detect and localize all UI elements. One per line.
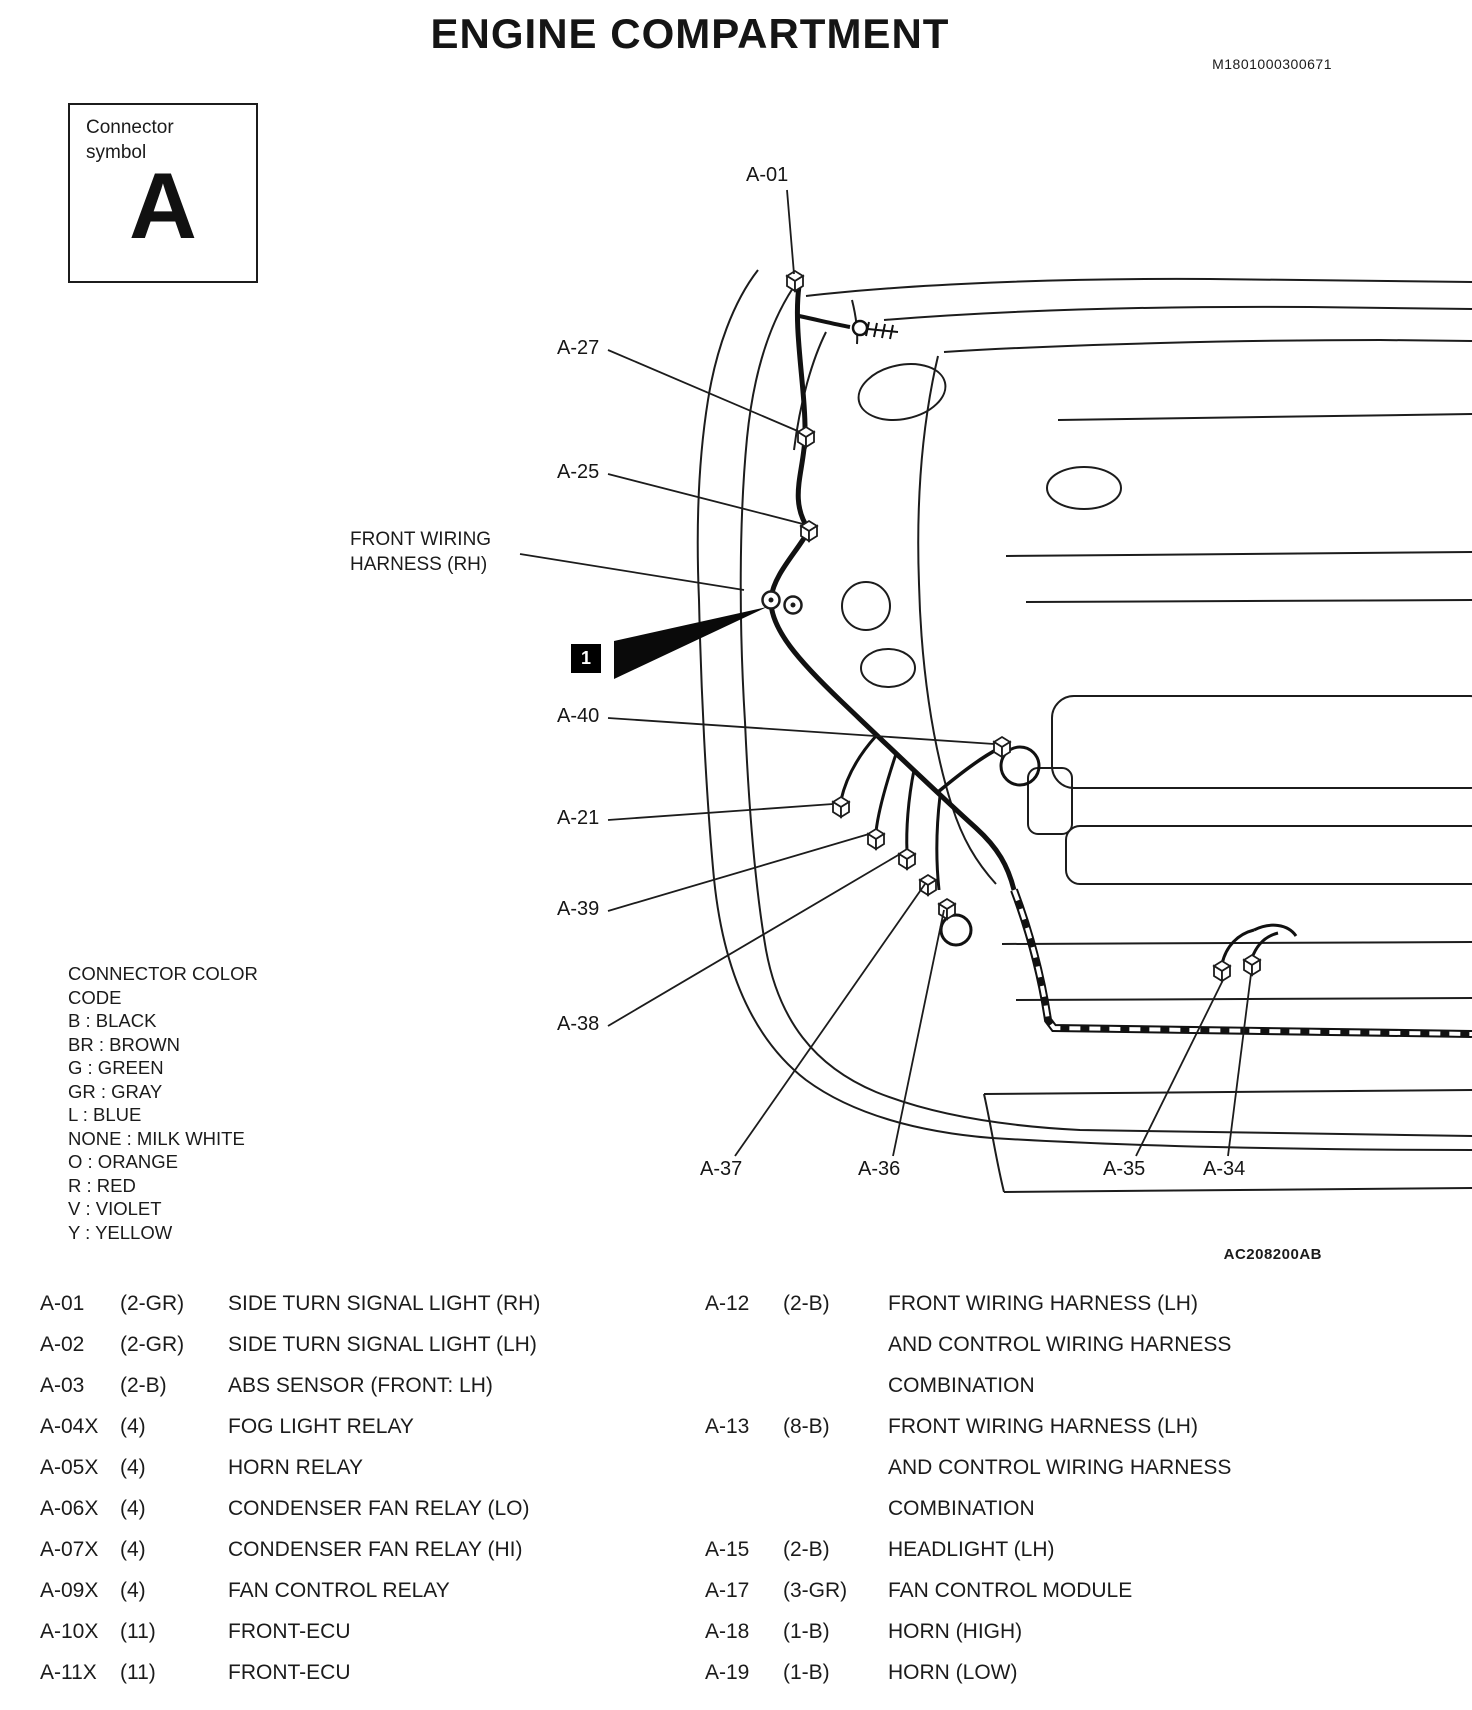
- connector-pins: (1-B): [783, 1620, 830, 1643]
- connector-cubes: [787, 271, 1260, 981]
- diagram-code: AC208200AB: [1223, 1246, 1322, 1263]
- connector-pins: (4): [120, 1456, 146, 1479]
- legend-row: [40, 1652, 680, 1693]
- connector-desc: FOG LIGHT RELAY: [228, 1415, 414, 1438]
- connector-icon: [833, 797, 849, 817]
- color-code-entry: O : ORANGE: [68, 1151, 178, 1172]
- connector-code: A-03: [40, 1374, 85, 1397]
- connector-code: A-05X: [40, 1456, 99, 1479]
- connector-desc: FRONT WIRING HARNESS (LH) AND CONTROL WIRING HARNESS COMBINATION: [888, 1292, 1232, 1397]
- connector-pins: (4): [120, 1538, 146, 1561]
- connector-pins: (2-GR): [120, 1333, 185, 1356]
- connector-icon: [1214, 961, 1230, 981]
- connector-pins: (8-B): [783, 1415, 830, 1438]
- connector-desc: FAN CONTROL MODULE: [888, 1579, 1133, 1602]
- connector-code: A-11X: [40, 1661, 97, 1684]
- connector-icon: [994, 737, 1010, 757]
- callout-a-27: A-27: [557, 337, 600, 359]
- connector-desc: HORN (HIGH): [888, 1620, 1023, 1643]
- color-code-entry: V : VIOLET: [68, 1198, 162, 1219]
- connector-desc: FRONT-ECU: [228, 1620, 351, 1643]
- connector-pins: (11): [120, 1620, 156, 1643]
- doc-number: M1801000300671: [1212, 56, 1332, 72]
- connector-icon: [1244, 955, 1260, 975]
- legend-row: [705, 1406, 1365, 1529]
- engine-details: [842, 356, 1472, 1192]
- connector-icon: [899, 849, 915, 869]
- legend-row: [705, 1611, 1365, 1652]
- connector-code: A-15: [705, 1538, 750, 1561]
- connector-icon: [798, 427, 814, 447]
- connector-icon: [801, 521, 817, 541]
- connector-pins: (2-B): [783, 1292, 830, 1315]
- connector-icon: [920, 875, 936, 895]
- legend-row: [40, 1570, 680, 1611]
- legend-row: [40, 1283, 680, 1324]
- detail-1-marker: 1: [571, 644, 601, 673]
- connector-pins: (2-B): [120, 1374, 167, 1397]
- connector-desc: SIDE TURN SIGNAL LIGHT (RH): [228, 1292, 541, 1315]
- connector-pins: (2-GR): [120, 1292, 185, 1315]
- connector-code: A-04X: [40, 1415, 99, 1438]
- legend-row: [40, 1529, 680, 1570]
- callout-a-01: A-01: [746, 164, 789, 186]
- callout-a-38: A-38: [557, 1013, 600, 1035]
- connector-code: A-02: [40, 1333, 85, 1356]
- color-code-entry: GR : GRAY: [68, 1080, 163, 1102]
- legend-row: [705, 1570, 1365, 1611]
- connector-code: A-19: [705, 1661, 750, 1684]
- connector-pins: (4): [120, 1497, 146, 1520]
- connector-code: A-09X: [40, 1579, 99, 1602]
- connector-desc: FRONT-ECU: [228, 1661, 351, 1684]
- connector-pins: (2-B): [783, 1538, 830, 1561]
- connector-desc: FRONT WIRING HARNESS (LH) AND CONTROL WIRING HARNESS COMBINATION: [888, 1415, 1232, 1520]
- detail-1-arrow: [614, 607, 767, 679]
- callout-a-21: A-21: [557, 807, 600, 829]
- connector-code: A-06X: [40, 1497, 99, 1520]
- harness-dashed-section: [1014, 890, 1472, 1034]
- callout-a-25: A-25: [557, 461, 600, 483]
- callout-a-34: A-34: [1203, 1158, 1246, 1180]
- connector-desc: CONDENSER FAN RELAY (LO): [228, 1497, 530, 1520]
- legend-column-left: [40, 1283, 680, 1693]
- legend-row: [705, 1283, 1365, 1406]
- color-code-entry: NONE : MILK WHITE: [68, 1127, 245, 1149]
- callout-a-35: A-35: [1103, 1158, 1146, 1180]
- connector-icon: [868, 829, 884, 849]
- callout-a-36: A-36: [858, 1158, 901, 1180]
- connector-pins: (4): [120, 1579, 146, 1602]
- legend-row: [40, 1611, 680, 1652]
- connector-desc: ABS SENSOR (FRONT: LH): [228, 1374, 493, 1397]
- color-code-entry: Y : YELLOW: [68, 1221, 173, 1243]
- legend-row: [40, 1447, 680, 1488]
- connector-symbol-letter: A: [129, 153, 197, 258]
- connector-desc: HEADLIGHT (LH): [888, 1538, 1055, 1561]
- page-title: ENGINE COMPARTMENT: [430, 10, 950, 57]
- color-code-entry: R : RED: [68, 1174, 136, 1196]
- legend-row: [705, 1529, 1365, 1570]
- legend-row: [40, 1488, 680, 1529]
- connector-desc: HORN (LOW): [888, 1661, 1018, 1684]
- connector-color-code: [68, 962, 268, 1244]
- color-code-entry: B : BLACK: [68, 1010, 157, 1031]
- connector-code: A-17: [705, 1579, 750, 1602]
- color-code-title: CONNECTOR COLOR CODE: [68, 963, 258, 1008]
- callout-a-39: A-39: [557, 898, 600, 920]
- connector-code: A-18: [705, 1620, 750, 1643]
- connector-icon: [939, 899, 955, 919]
- connector-code: A-10X: [40, 1620, 99, 1643]
- callout-a-37: A-37: [700, 1158, 743, 1180]
- connector-pins: (3-GR): [783, 1579, 848, 1602]
- legend-column-right: [705, 1283, 1365, 1693]
- connector-desc: CONDENSER FAN RELAY (HI): [228, 1538, 523, 1561]
- leader-lines: [520, 190, 1251, 1156]
- connector-code: A-12: [705, 1292, 750, 1315]
- connector-pins: (1-B): [783, 1661, 830, 1684]
- callout-a-40: A-40: [557, 705, 600, 727]
- front-wiring-harness-label: FRONT WIRING HARNESS (RH): [350, 529, 492, 575]
- connector-icon: [787, 271, 803, 291]
- connector-code: A-07X: [40, 1538, 99, 1561]
- color-code-entry: G : GREEN: [68, 1057, 164, 1078]
- connector-pins: (11): [120, 1661, 156, 1684]
- connector-desc: HORN RELAY: [228, 1456, 363, 1479]
- connector-code: A-13: [705, 1415, 750, 1438]
- color-code-entry: BR : BROWN: [68, 1033, 181, 1055]
- connector-code: A-01: [40, 1292, 85, 1315]
- legend-row: [40, 1406, 680, 1447]
- connector-desc: FAN CONTROL RELAY: [228, 1579, 450, 1602]
- car-body-outline: [698, 270, 1472, 1150]
- ring-terminals: [763, 592, 802, 614]
- legend-row: [705, 1652, 1365, 1693]
- legend-row: [40, 1365, 680, 1406]
- connector-symbol-label: Connector symbol: [86, 117, 174, 163]
- connector-desc: SIDE TURN SIGNAL LIGHT (LH): [228, 1333, 537, 1356]
- legend-row: [40, 1324, 680, 1365]
- connector-pins: (4): [120, 1415, 146, 1438]
- wiring-harness: [771, 286, 1472, 1034]
- color-code-entry: L : BLUE: [68, 1104, 142, 1125]
